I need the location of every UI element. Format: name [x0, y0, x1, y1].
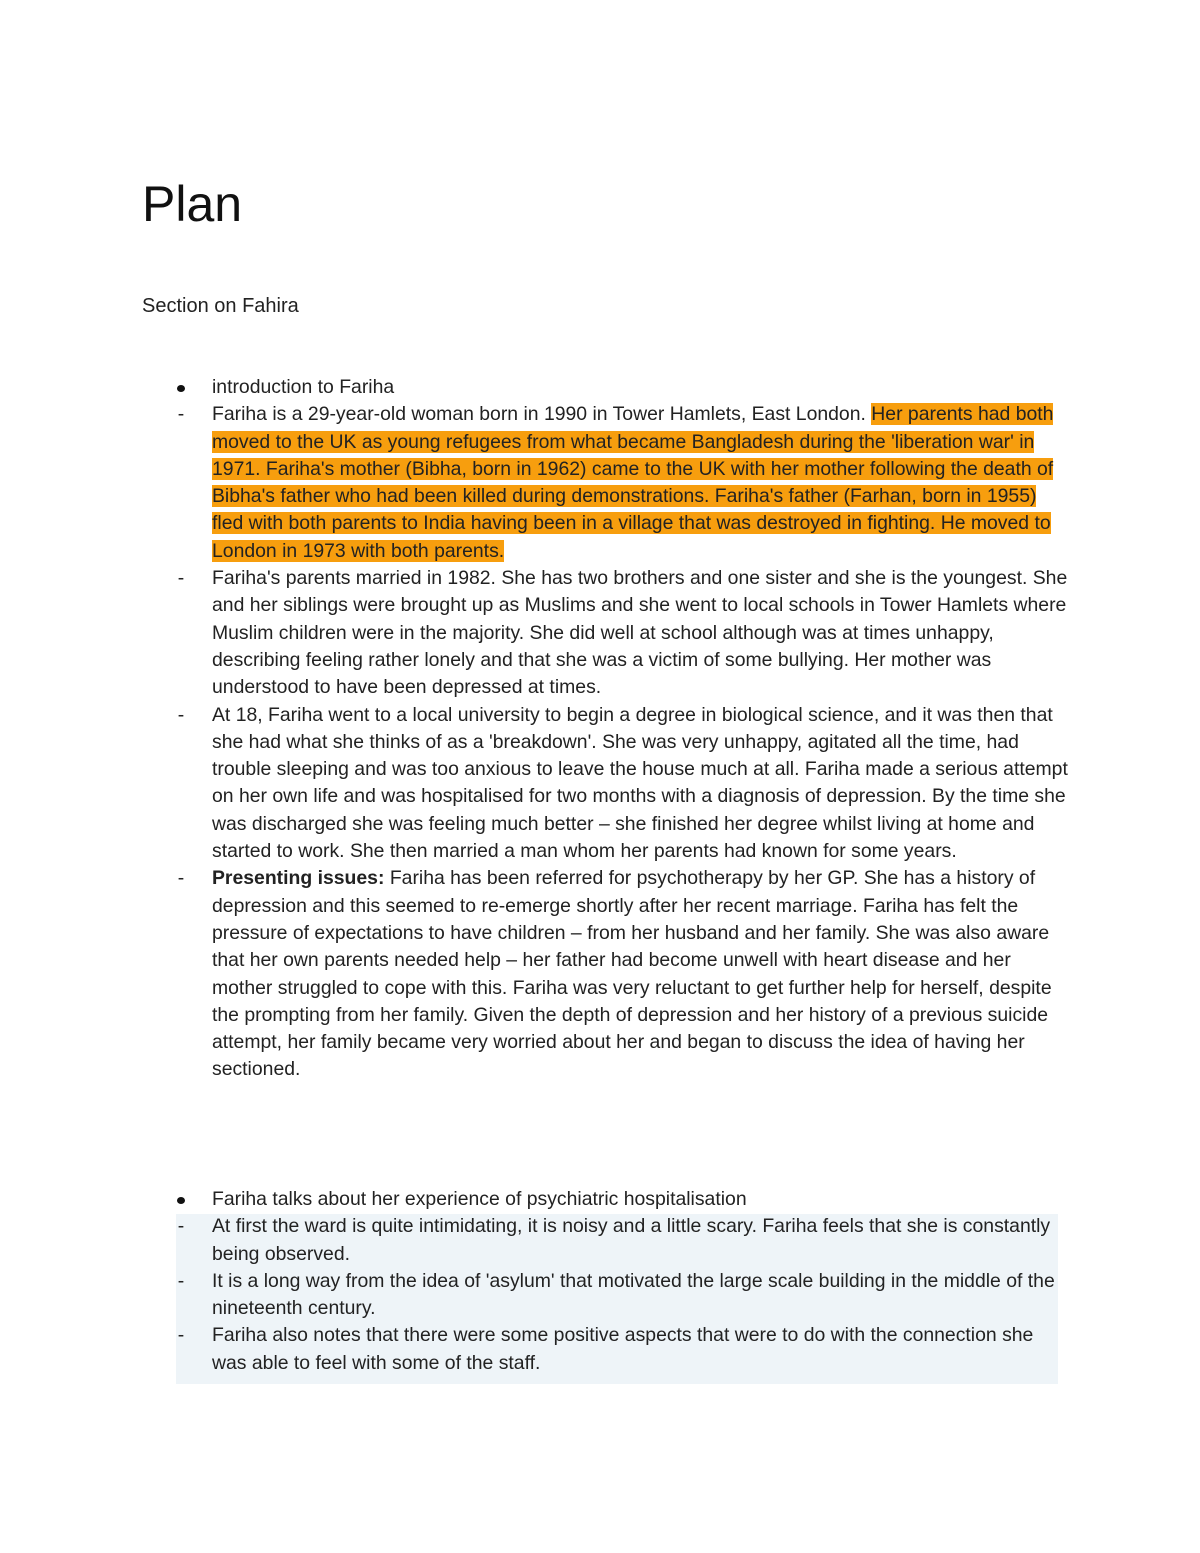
bullet-item — [142, 1186, 1072, 1213]
bullet-dot-icon — [177, 1197, 185, 1204]
list-item — [142, 702, 1072, 866]
dash-marker: - — [177, 403, 185, 426]
list-item-text: At first the ward is quite intimidating, it is noisy and a little scary. Fariha feels that she is constantly being observed. — [212, 1215, 1051, 1265]
highlighted-text: Her parents had both moved to the UK as young refugees from what became Bangladesh during the 'liberation war' in 1971. Fariha's mother (Bibha, born in 1962) came to the UK with her mother following the death of Bibha's father who had been killed during demonstrations. Fariha's father (Farhan, born in 1955) fled with both parents to India having been in a village that was destroyed in fighting. He moved to London in 1973 with both parents. — [212, 403, 1054, 562]
bullet-text: Fariha talks about her experience of psychiatric hospitalisation — [212, 1188, 747, 1210]
dash-marker: - — [177, 703, 185, 726]
list-item-text: Fariha's parents married in 1982. She has two brothers and one sister and she is the youngest. She and her siblings were brought up as Muslims and she went to local schools in Tower Hamlets where Muslim children were in the majority. She did well at school although was at times unhappy, describing feeling rather lonely and that she was a victim of some bullying. Her mother was understood to have been depressed at times. — [212, 567, 1068, 699]
list-item-text: Fariha has been referred for psychotherapy by her GP. She has a history of depression and this seemed to re-emerge shortly after her recent marriage. Fariha has felt the pressure of expectations to have children – from her husband and her family. She was also aware that her own parents needed help – her father had become unwell with heart disease and her mother struggled to cope with this. Fariha was very reluctant to get further help for herself, despite the prompting from her family. Given the depth of depression and her history of a previous suicide attempt, her family became very worried about her and began to discuss the idea of having her sectioned. — [212, 867, 1052, 1081]
dash-marker: - — [177, 1324, 185, 1347]
hospitalisation-list — [142, 1186, 1072, 1377]
page-title: Plan — [142, 176, 243, 232]
bullet-item — [142, 374, 1072, 401]
list-item — [142, 401, 1072, 565]
list-item — [142, 1322, 1072, 1377]
list-item-text: At 18, Fariha went to a local university to begin a degree in biological science, and it was then that she had what she thinks of as a 'breakdown'. She was very unhappy, agitated all the time, had trouble sleeping and was too anxious to leave the house much at all. Fariha made a serious attempt on her own life and was hospitalised for two months with a diagnosis of depression. By the time she was discharged she was feeling much better – she finished her degree whilst living at home and started to work. She then married a man whom her parents had known for some years. — [212, 703, 1068, 863]
list-item-text: Fariha is a 29-year-old woman born in 1990 in Tower Hamlets, East London. — [212, 403, 872, 426]
dash-marker: - — [177, 1269, 185, 1292]
presenting-issues-label: Presenting issues: — [212, 867, 385, 890]
list-item — [142, 865, 1072, 1083]
list-item — [142, 565, 1072, 701]
section-heading: Section on Fahira — [142, 295, 299, 317]
list-item-text: It is a long way from the idea of 'asylum' that motivated the large scale building in the middle of the nineteenth century. — [212, 1269, 1055, 1320]
dash-marker: - — [177, 1215, 185, 1238]
dash-marker: - — [177, 867, 185, 890]
bullet-dot-icon — [177, 385, 185, 392]
dash-marker: - — [177, 567, 185, 590]
list-item — [142, 1213, 1072, 1268]
bullet-text: introduction to Fariha — [212, 376, 395, 398]
list-item-text: Fariha also notes that there were some positive aspects that were to do with the connection she was able to feel with some of the staff. — [212, 1324, 1034, 1374]
list-item — [142, 1268, 1072, 1323]
intro-list — [142, 374, 1072, 1084]
